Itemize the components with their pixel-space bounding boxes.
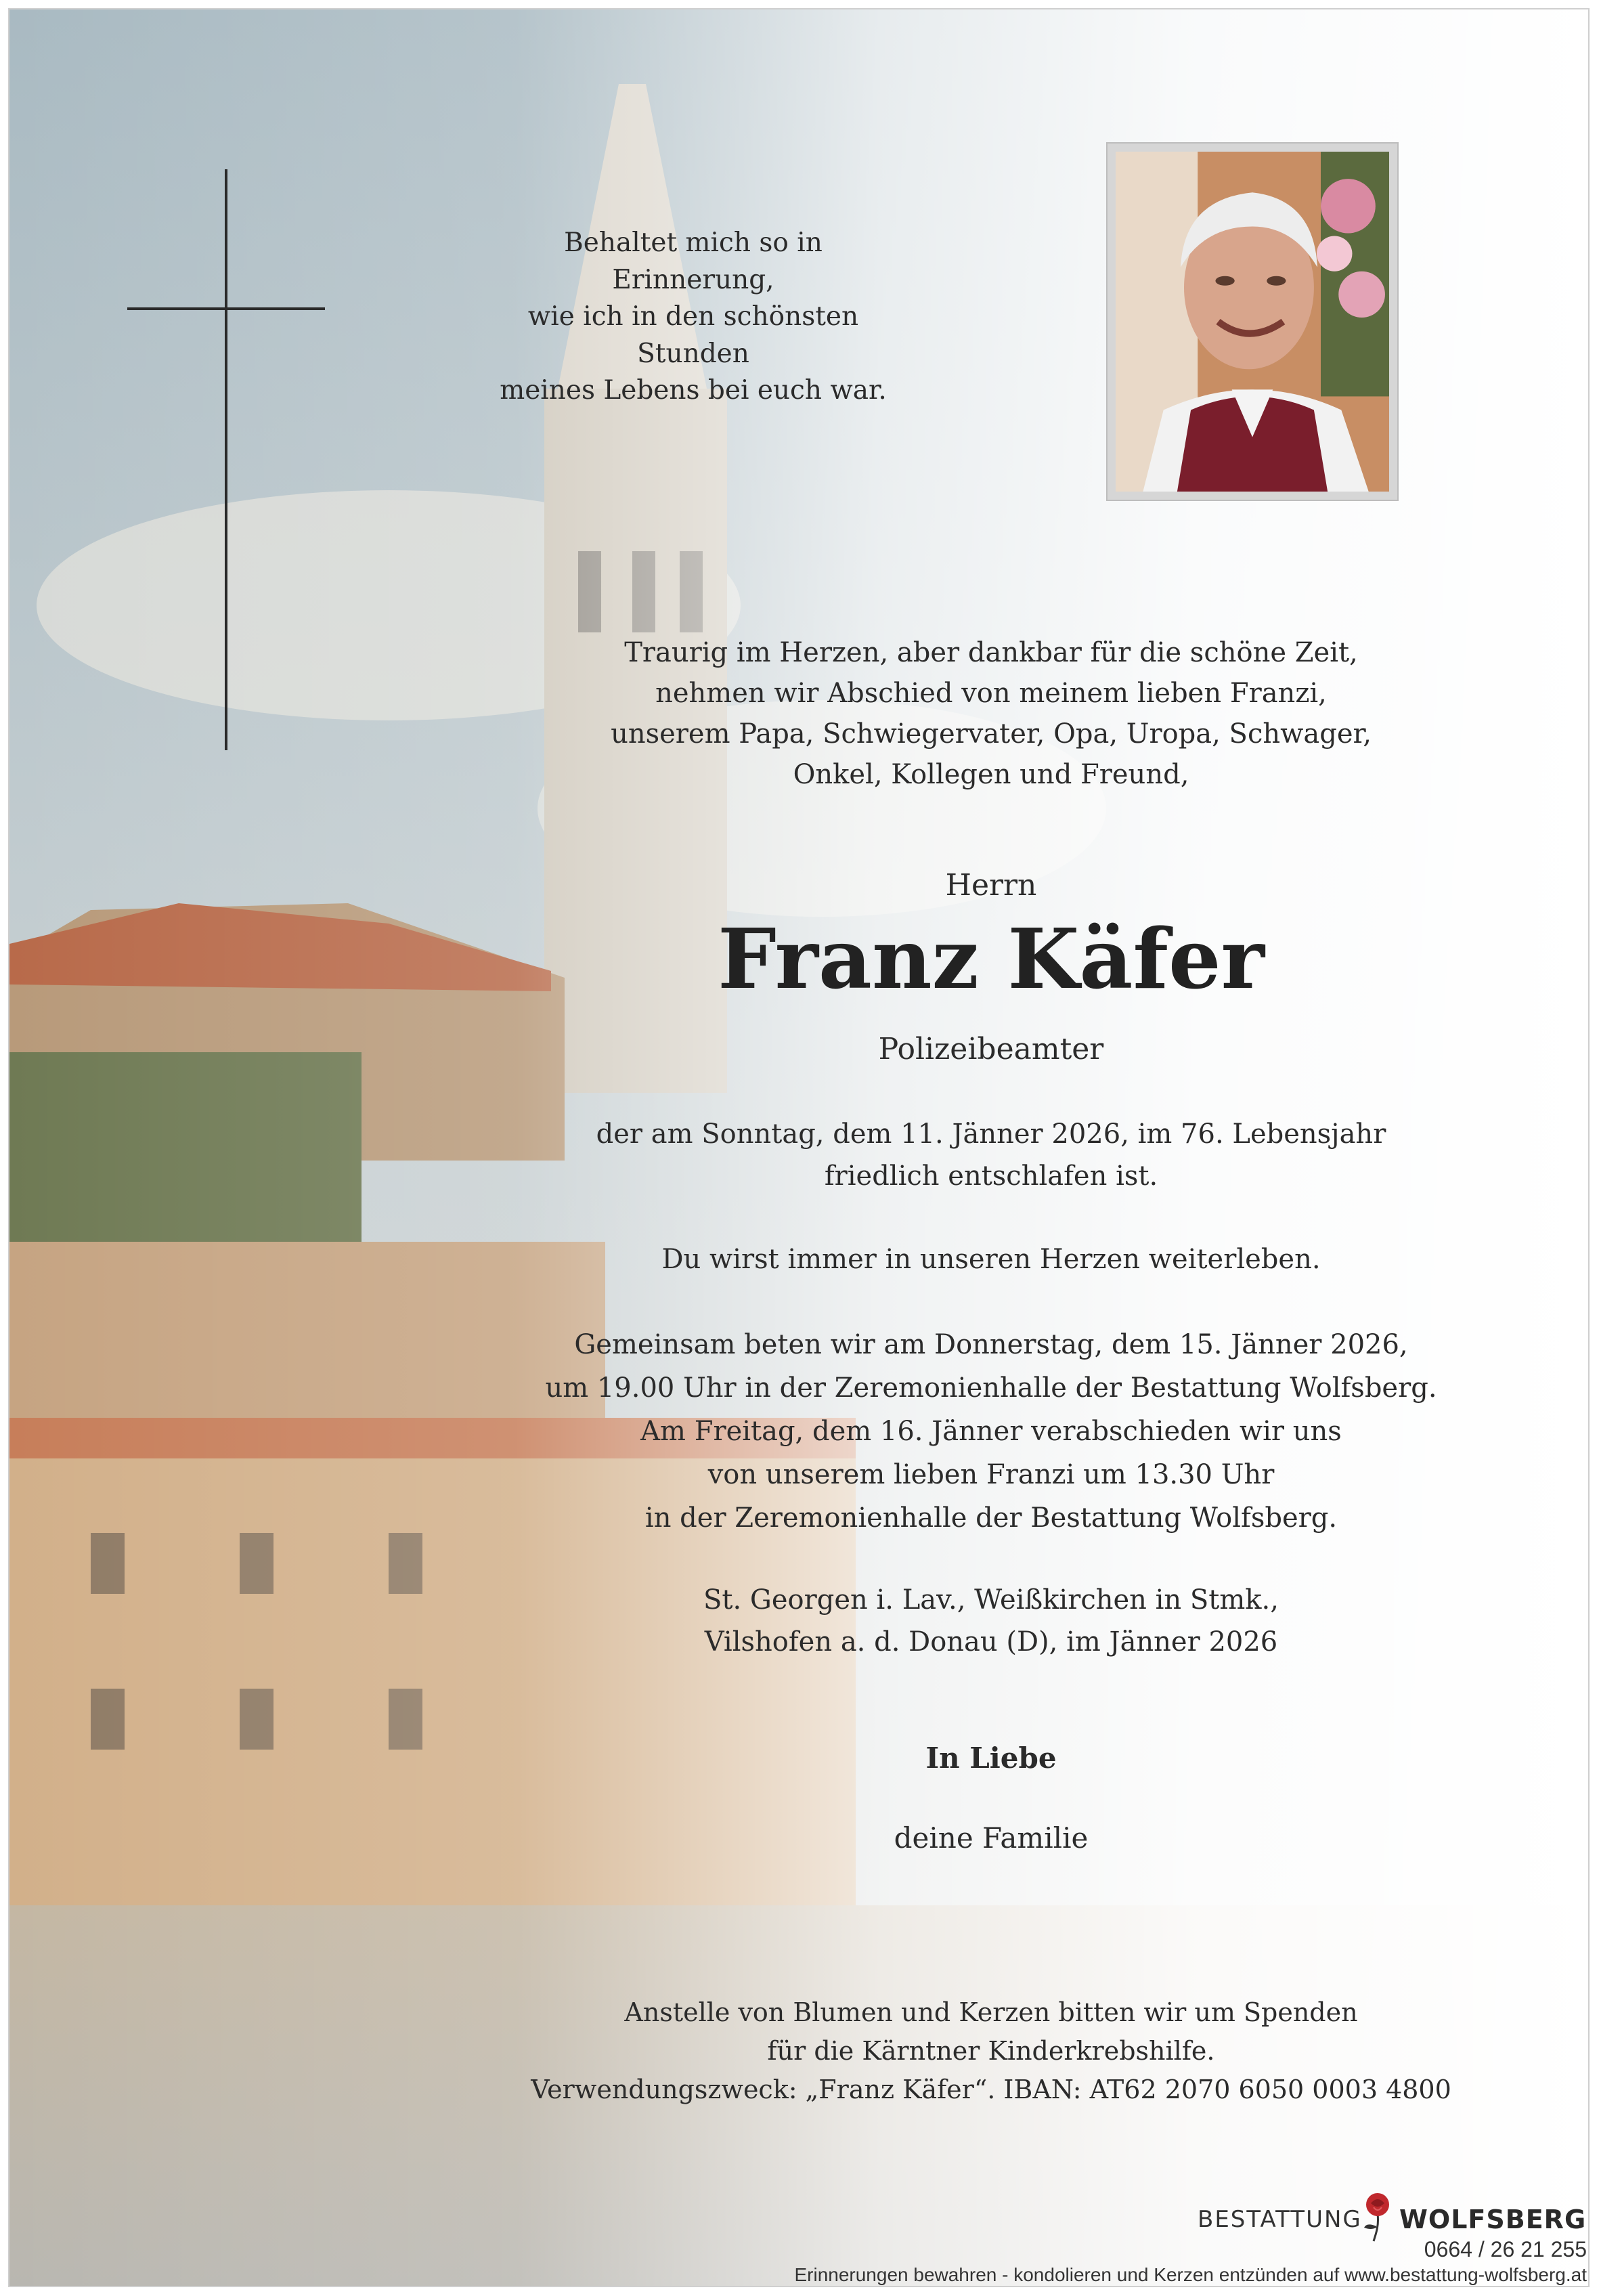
closing-in-love: In Liebe (925, 1741, 1057, 1775)
phone-number: 0664 / 26 21 255 (1424, 2237, 1587, 2261)
intro-line: nehmen wir Abschied von meinem lieben Franzi, (655, 678, 1327, 709)
place-line: Vilshofen a. d. Donau (D), im Jänner 2026 (704, 1626, 1278, 1658)
intro-line: Onkel, Kollegen und Freund, (793, 759, 1189, 790)
donation-line: Anstelle von Blumen und Kerzen bitten wir um Spenden (624, 1997, 1358, 2027)
logo-lead-text: BESTATTUNG (1198, 2206, 1362, 2233)
obituary-page (8, 8, 1590, 2287)
death-line: der am Sonntag, dem 11. Jänner 2026, im 76. Lebensjahr (596, 1119, 1386, 1150)
death-line: friedlich entschlafen ist. (824, 1161, 1158, 1192)
motto-verse (483, 225, 903, 410)
intro-line: Traurig im Herzen, aber dankbar für die schöne Zeit, (624, 637, 1358, 668)
footer-website-note: Erinnerungen bewahren - kondolieren und Kerzen entzünden auf www.bestattung-wolfsberg.at (794, 2264, 1587, 2285)
portrait-image (1116, 152, 1389, 492)
intro-line: unserem Papa, Schwiegervater, Opa, Uropa, Schwager, (611, 718, 1372, 750)
motto-line: Behaltet mich so in Erinnerung, (564, 228, 823, 295)
motto-line: wie ich in den schönsten Stunden (527, 301, 859, 369)
donation-line: Verwendungszweck: „Franz Käfer“. IBAN: AT62 2070 6050 0003 4800 (531, 2075, 1451, 2104)
service-line: um 19.00 Uhr in der Zeremonienhalle der Bestattung Wolfsberg. (545, 1372, 1437, 1404)
donation-request (456, 1993, 1526, 2109)
motto-line: meines Lebens bei euch war. (500, 375, 887, 406)
deceased-portrait-photo (1106, 142, 1399, 501)
logo-brand-text: WOLFSBERG (1399, 2205, 1587, 2234)
rose-icon (1359, 2191, 1397, 2243)
deceased-name: Franz Käfer (718, 910, 1265, 1008)
place-and-date (524, 1579, 1458, 1663)
service-details (456, 1323, 1526, 1540)
service-line: Gemeinsam beten wir am Donnerstag, dem 15. Jänner 2026, (574, 1329, 1408, 1360)
service-line: in der Zeremonienhalle der Bestattung Wolfsberg. (644, 1502, 1338, 1534)
death-notice (483, 1113, 1499, 1197)
service-line: von unserem lieben Franzi um 13.30 Uhr (707, 1459, 1275, 1490)
cross-vertical-bar (225, 169, 227, 750)
deceased-profession: Polizeibeamter (878, 1032, 1104, 1066)
salutation: Herrn (945, 868, 1037, 903)
farewell-intro (524, 632, 1458, 795)
remembrance-line: Du wirst immer in unseren Herzen weiterleben. (661, 1244, 1321, 1275)
closing-family: deine Familie (894, 1821, 1089, 1855)
place-line: St. Georgen i. Lav., Weißkirchen in Stmk., (703, 1584, 1279, 1616)
service-line: Am Freitag, dem 16. Jänner verabschieden wir uns (640, 1416, 1342, 1447)
cross-horizontal-bar (127, 307, 325, 310)
donation-line: für die Kärntner Kinderkrebshilfe. (767, 2036, 1215, 2066)
